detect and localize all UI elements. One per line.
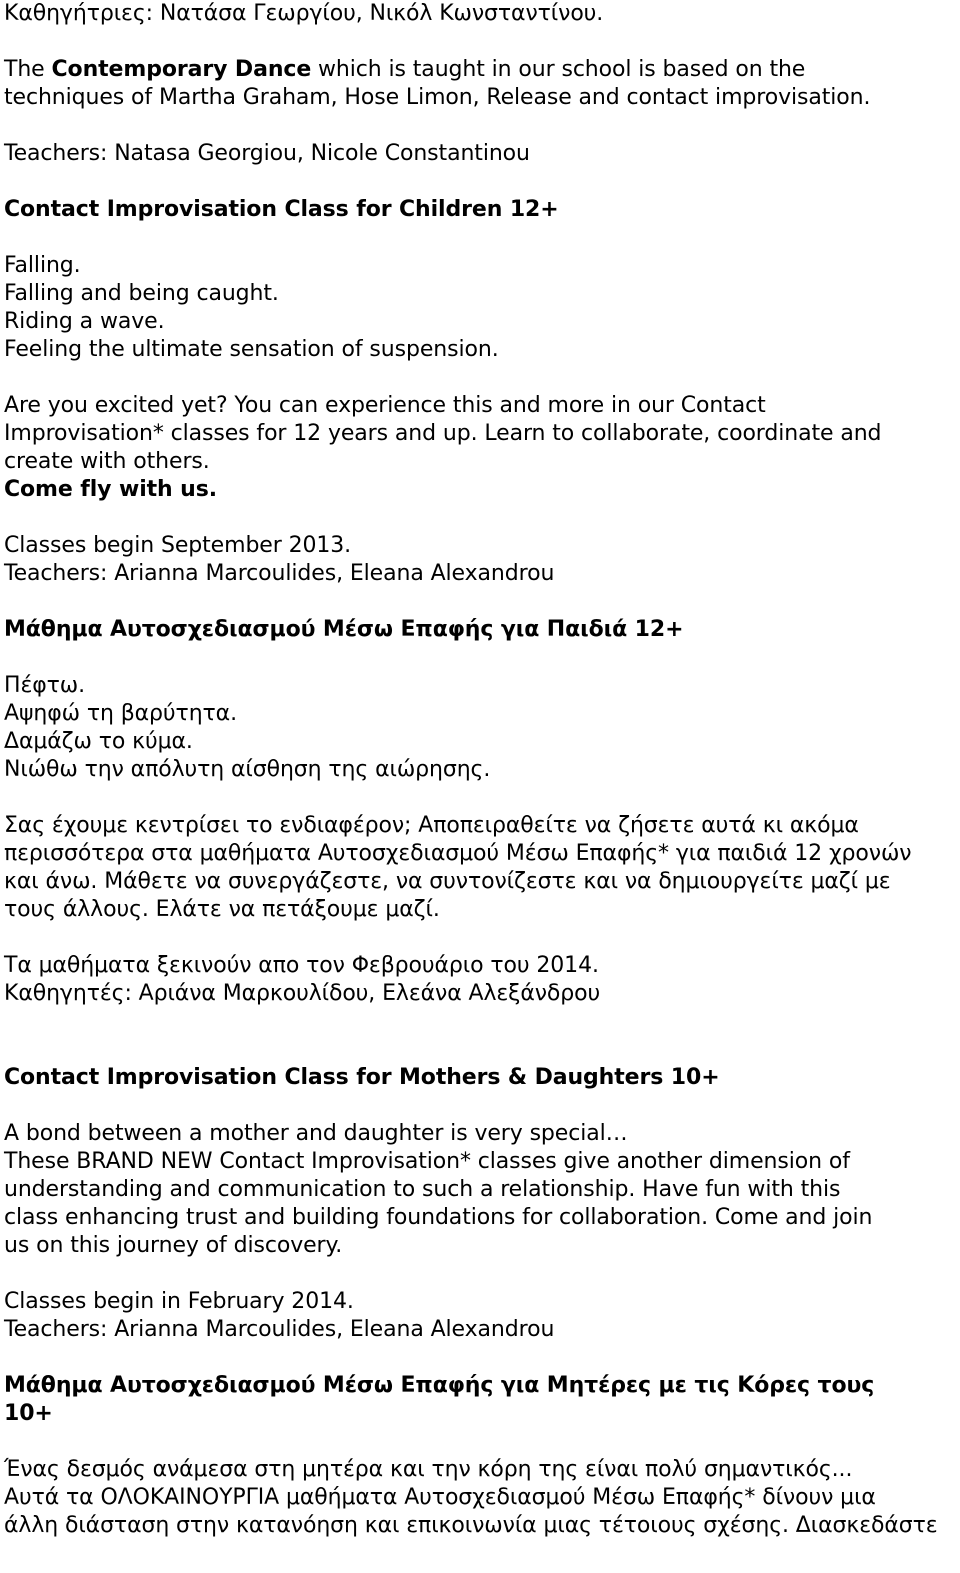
spacer <box>4 924 960 952</box>
spacer <box>4 224 960 252</box>
children-greek-line-3: Δαμάζω το κύμα. <box>4 729 193 754</box>
desc-post: which is taught in our school is based on the <box>311 57 806 82</box>
children-class-title: Contact Improvisation Class for Children 12+ <box>4 197 559 222</box>
mothers-paragraph-line-3: understanding and communication to such a relationship. Have fun with this <box>4 1177 841 1202</box>
children-greek-teachers: Καθηγητές: Αριάνα Μαρκουλίδου, Ελεάνα Αλεξάνδρου <box>4 981 601 1006</box>
spacer <box>4 1260 960 1288</box>
spacer <box>4 1428 960 1456</box>
children-greek-paragraph-line-1: Σας έχουμε κεντρίσει το ενδιαφέρον; Αποπειραθείτε να ζήσετε αυτά κι ακόμα <box>4 813 859 838</box>
mothers-class-title-greek-line-2: 10+ <box>4 1401 53 1426</box>
mothers-paragraph-line-2: These BRAND NEW Contact Improvisation* classes give another dimension of <box>4 1149 850 1174</box>
contemporary-description-line-1 <box>4 56 960 84</box>
children-greek-paragraph-line-4: τους άλλους. Ελάτε να πετάξουμε μαζί. <box>4 897 440 922</box>
mothers-greek-paragraph-line-1: Ένας δεσμός ανάμεσα στη μητέρα και την κόρη της είναι πολύ σημαντικός... <box>4 1457 853 1482</box>
contemporary-teachers-english: Teachers: Natasa Georgiou, Nicole Constantinou <box>4 141 530 166</box>
children-class-title-greek: Μάθημα Αυτοσχεδιασμού Μέσω Επαφής για Παιδιά 12+ <box>4 617 684 642</box>
mothers-paragraph-line-5: us on this journey of discovery. <box>4 1233 343 1258</box>
spacer <box>4 504 960 532</box>
children-line-wave: Riding a wave. <box>4 309 165 334</box>
spacer <box>4 1008 960 1036</box>
desc-pre: The <box>4 57 52 82</box>
mothers-classes-begin: Classes begin in February 2014. <box>4 1289 354 1314</box>
mothers-class-title-greek-line-1: Μάθημα Αυτοσχεδιασμού Μέσω Επαφής για Μητέρες με τις Κόρες τους <box>4 1373 875 1398</box>
children-greek-line-1: Πέφτω. <box>4 673 86 698</box>
mothers-class-title: Contact Improvisation Class for Mothers & Daughters 10+ <box>4 1065 720 1090</box>
mothers-greek-paragraph-line-2: Αυτά τα ΟΛΟΚΑΙΝΟΥΡΓΙΑ μαθήματα Αυτοσχεδιασμού Μέσω Επαφής* δίνουν μια <box>4 1485 876 1510</box>
spacer <box>4 112 960 140</box>
children-come-fly: Come fly with us. <box>4 477 217 502</box>
children-greek-line-2: Αψηφώ τη βαρύτητα. <box>4 701 237 726</box>
spacer <box>4 1344 960 1372</box>
children-line-falling: Falling. <box>4 253 81 278</box>
spacer <box>4 364 960 392</box>
children-classes-begin: Classes begin September 2013. <box>4 533 352 558</box>
spacer <box>4 588 960 616</box>
spacer <box>4 28 960 56</box>
children-greek-classes-begin: Τα μαθήματα ξεκινούν απο τον Φεβρουάριο του 2014. <box>4 953 599 978</box>
children-line-suspension: Feeling the ultimate sensation of suspension. <box>4 337 499 362</box>
spacer <box>4 784 960 812</box>
children-paragraph-line-1: Are you excited yet? You can experience this and more in our Contact <box>4 393 766 418</box>
spacer <box>4 644 960 672</box>
children-greek-paragraph-line-2: περισσότερα στα μαθήματα Αυτοσχεδιασμού Μέσω Επαφής* για παιδιά 12 χρονών <box>4 841 912 866</box>
spacer <box>4 1092 960 1120</box>
contemporary-teachers-greek: Καθηγήτριες: Νατάσα Γεωργίου, Νικόλ Κωνσταντίνου. <box>4 1 604 26</box>
spacer <box>4 168 960 196</box>
children-greek-line-4: Νιώθω την απόλυτη αίσθηση της αιώρησης. <box>4 757 491 782</box>
mothers-greek-paragraph-line-3: άλλη διάσταση στην κατανόηση και επικοινωνία μιας τέτοιους σχέσης. Διασκεδάστε <box>4 1513 938 1538</box>
mothers-teachers: Teachers: Arianna Marcoulides, Eleana Alexandrou <box>4 1317 555 1342</box>
children-line-caught: Falling and being caught. <box>4 281 279 306</box>
mothers-paragraph-line-1: A bond between a mother and daughter is very special… <box>4 1121 628 1146</box>
children-paragraph-line-2: Improvisation* classes for 12 years and up. Learn to collaborate, coordinate and <box>4 421 882 446</box>
contemporary-dance-bold: Contemporary Dance <box>51 57 312 82</box>
children-paragraph-line-3: create with others. <box>4 449 210 474</box>
children-teachers: Teachers: Arianna Marcoulides, Eleana Alexandrou <box>4 561 555 586</box>
contemporary-description-line-2: techniques of Martha Graham, Hose Limon, Release and contact improvisation. <box>4 85 871 110</box>
mothers-paragraph-line-4: class enhancing trust and building foundations for collaboration. Come and join <box>4 1205 873 1230</box>
spacer <box>4 1036 960 1064</box>
children-greek-paragraph-line-3: και άνω. Μάθετε να συνεργάζεστε, να συντονίζεστε και να δημιουργείτε μαζί με <box>4 869 891 894</box>
